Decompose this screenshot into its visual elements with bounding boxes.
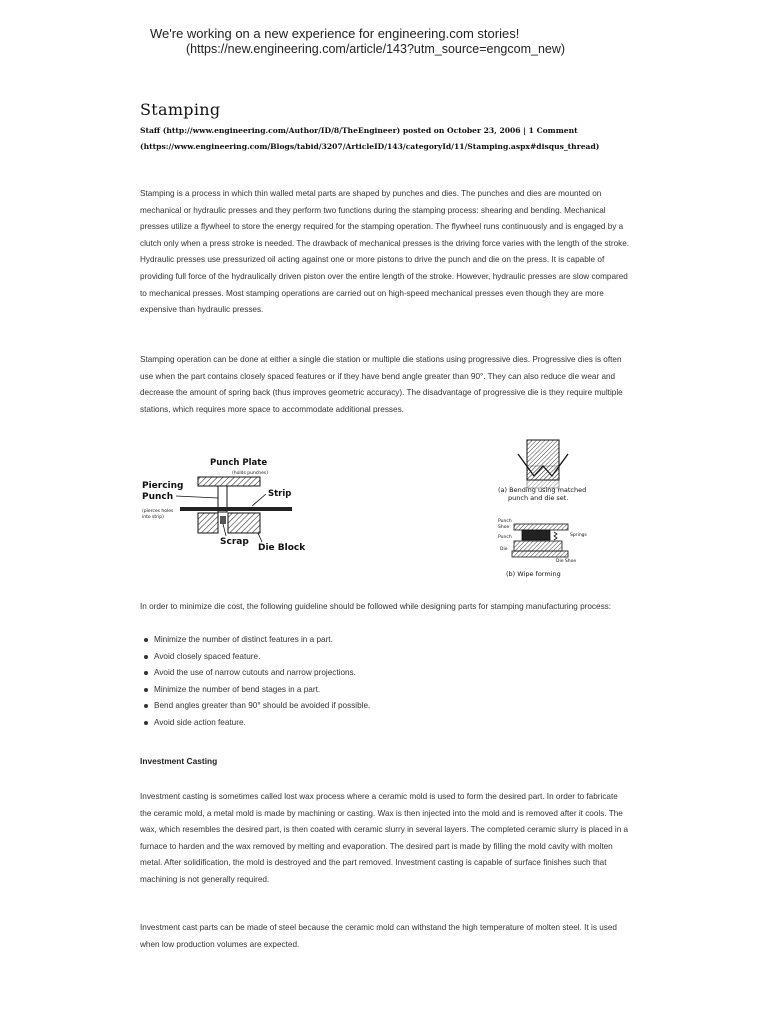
label-holds-punches: (holds punches) (232, 471, 268, 476)
caption-bending-1: (a) Bending using matched (498, 486, 587, 494)
article-meta-author[interactable]: Staff (http://www.engineering.com/Author/ID/8/TheEngineer) posted on October 23, 2006 | 1 Comment (140, 126, 578, 135)
label-punch-plate: Punch Plate (210, 458, 268, 468)
guideline-list (140, 632, 630, 732)
label-punch-shoe-1: Punch (498, 519, 512, 524)
bending-wipe-forming-diagram (496, 438, 616, 584)
label-die: Die (500, 547, 508, 552)
label-punch-2: Punch (498, 535, 512, 540)
list-item: Avoid closely spaced feature. (140, 649, 630, 666)
banner-message: We're working on a new experience for engineering.com stories! (150, 26, 520, 41)
label-into-strip: into strip) (142, 515, 164, 520)
list-item: Bend angles greater than 90° should be avoided if possible. (140, 698, 630, 715)
label-scrap: Scrap (220, 537, 249, 547)
caption-wipe-forming: (b) Wipe forming (506, 570, 561, 578)
label-die-shoe: Die Shoe (556, 559, 577, 564)
list-item: Minimize the number of bend stages in a part. (140, 682, 630, 699)
banner-link[interactable]: (https://new.engineering.com/article/143?utm_source=engcom_new) (186, 42, 566, 56)
label-punch-shoe-2: Shoe (498, 525, 510, 530)
caption-bending-2: punch and die set. (508, 494, 569, 502)
label-strip: Strip (268, 489, 292, 499)
list-item: Avoid the use of narrow cutouts and narrow projections. (140, 665, 630, 682)
piercing-punch-diagram (140, 458, 320, 568)
list-item: Avoid side action feature. (140, 715, 630, 732)
paragraph-guideline-intro: In order to minimize die cost, the following guideline should be followed while designing parts for stamping manufacturing process: (140, 602, 612, 611)
label-punch: Punch (142, 492, 174, 502)
paragraph-investment-cast-parts: Investment cast parts can be made of steel because the ceramic mold can withstand the high temperature of molten steel. It is used when low production volumes are expected. (140, 923, 617, 949)
list-item: Minimize the number of distinct features in a part. (140, 632, 630, 649)
paragraph-progressive-dies: Stamping operation can be done at either a single die station or multiple die stations using progressive dies. Progressive dies is often use when the part contains closely spaced features or if they have bend angle greater than 90°. They can also reduce die wear and decrease the amount of spring back (thus improves geometric accuracy). The disadvantage of progressive die is they require multiple stations, which requires more space to accommodate additional presses. (140, 355, 623, 414)
article-meta-comments-link[interactable]: (https://www.engineering.com/Blogs/tabid/3207/ArticleID/143/categoryId/11/Stamping.aspx#disqus_thread) (140, 142, 600, 151)
paragraph-intro: Stamping is a process in which thin walled metal parts are shaped by punches and dies. The punches and dies are mounted on mechanical or hydraulic presses and they perform two functions during the stamping process: shearing and bending. Mechanical presses utilize a flywheel to store the energy required for the stamping operation. The flywheel runs continuously and is engaged by a clutch only when a press stroke is needed. The drawback of mechanical presses is the driving force varies with the length of the stroke. Hydraulic presses use pressurized oil acting against one or more pistons to drive the punch and die on the press. It is capable of providing full force of the hydraulically driven piston over the entire length of the stroke. However, hydraulic presses are slow compared to mechanical presses. Most stamping operations are carried out on high-speed mechanical presses even though they are more expensive than hydraulic presses. (140, 189, 630, 315)
article-title: Stamping (140, 100, 221, 119)
paragraph-investment-casting: Investment casting is sometimes called lost wax process where a ceramic mold is used to form the desired part. In order to fabricate the ceramic mold, a metal mold is made by machining or casting. Wax is then injected into the mold and is removed after it cools. The wax, which resembles the desired part, is then coated with ceramic slurry in several layers. The completed ceramic slurry is placed in a furnace to harden and the wax removed by melting and evaporation. The desired part is made by filling the mold cavity with molten metal. After solidification, the mold is destroyed and the part removed. Investment casting is capable of surface finishes such that machining is not generally required. (140, 792, 629, 884)
label-springs: Springs (570, 533, 587, 538)
label-die-block: Die Block (258, 543, 306, 553)
label-pierces-holes: (pierces holes (142, 509, 174, 514)
section-heading-investment-casting: Investment Casting (140, 756, 218, 766)
figures (140, 438, 630, 586)
label-piercing: Piercing (142, 481, 184, 491)
article (140, 100, 630, 949)
article-meta (140, 123, 630, 155)
